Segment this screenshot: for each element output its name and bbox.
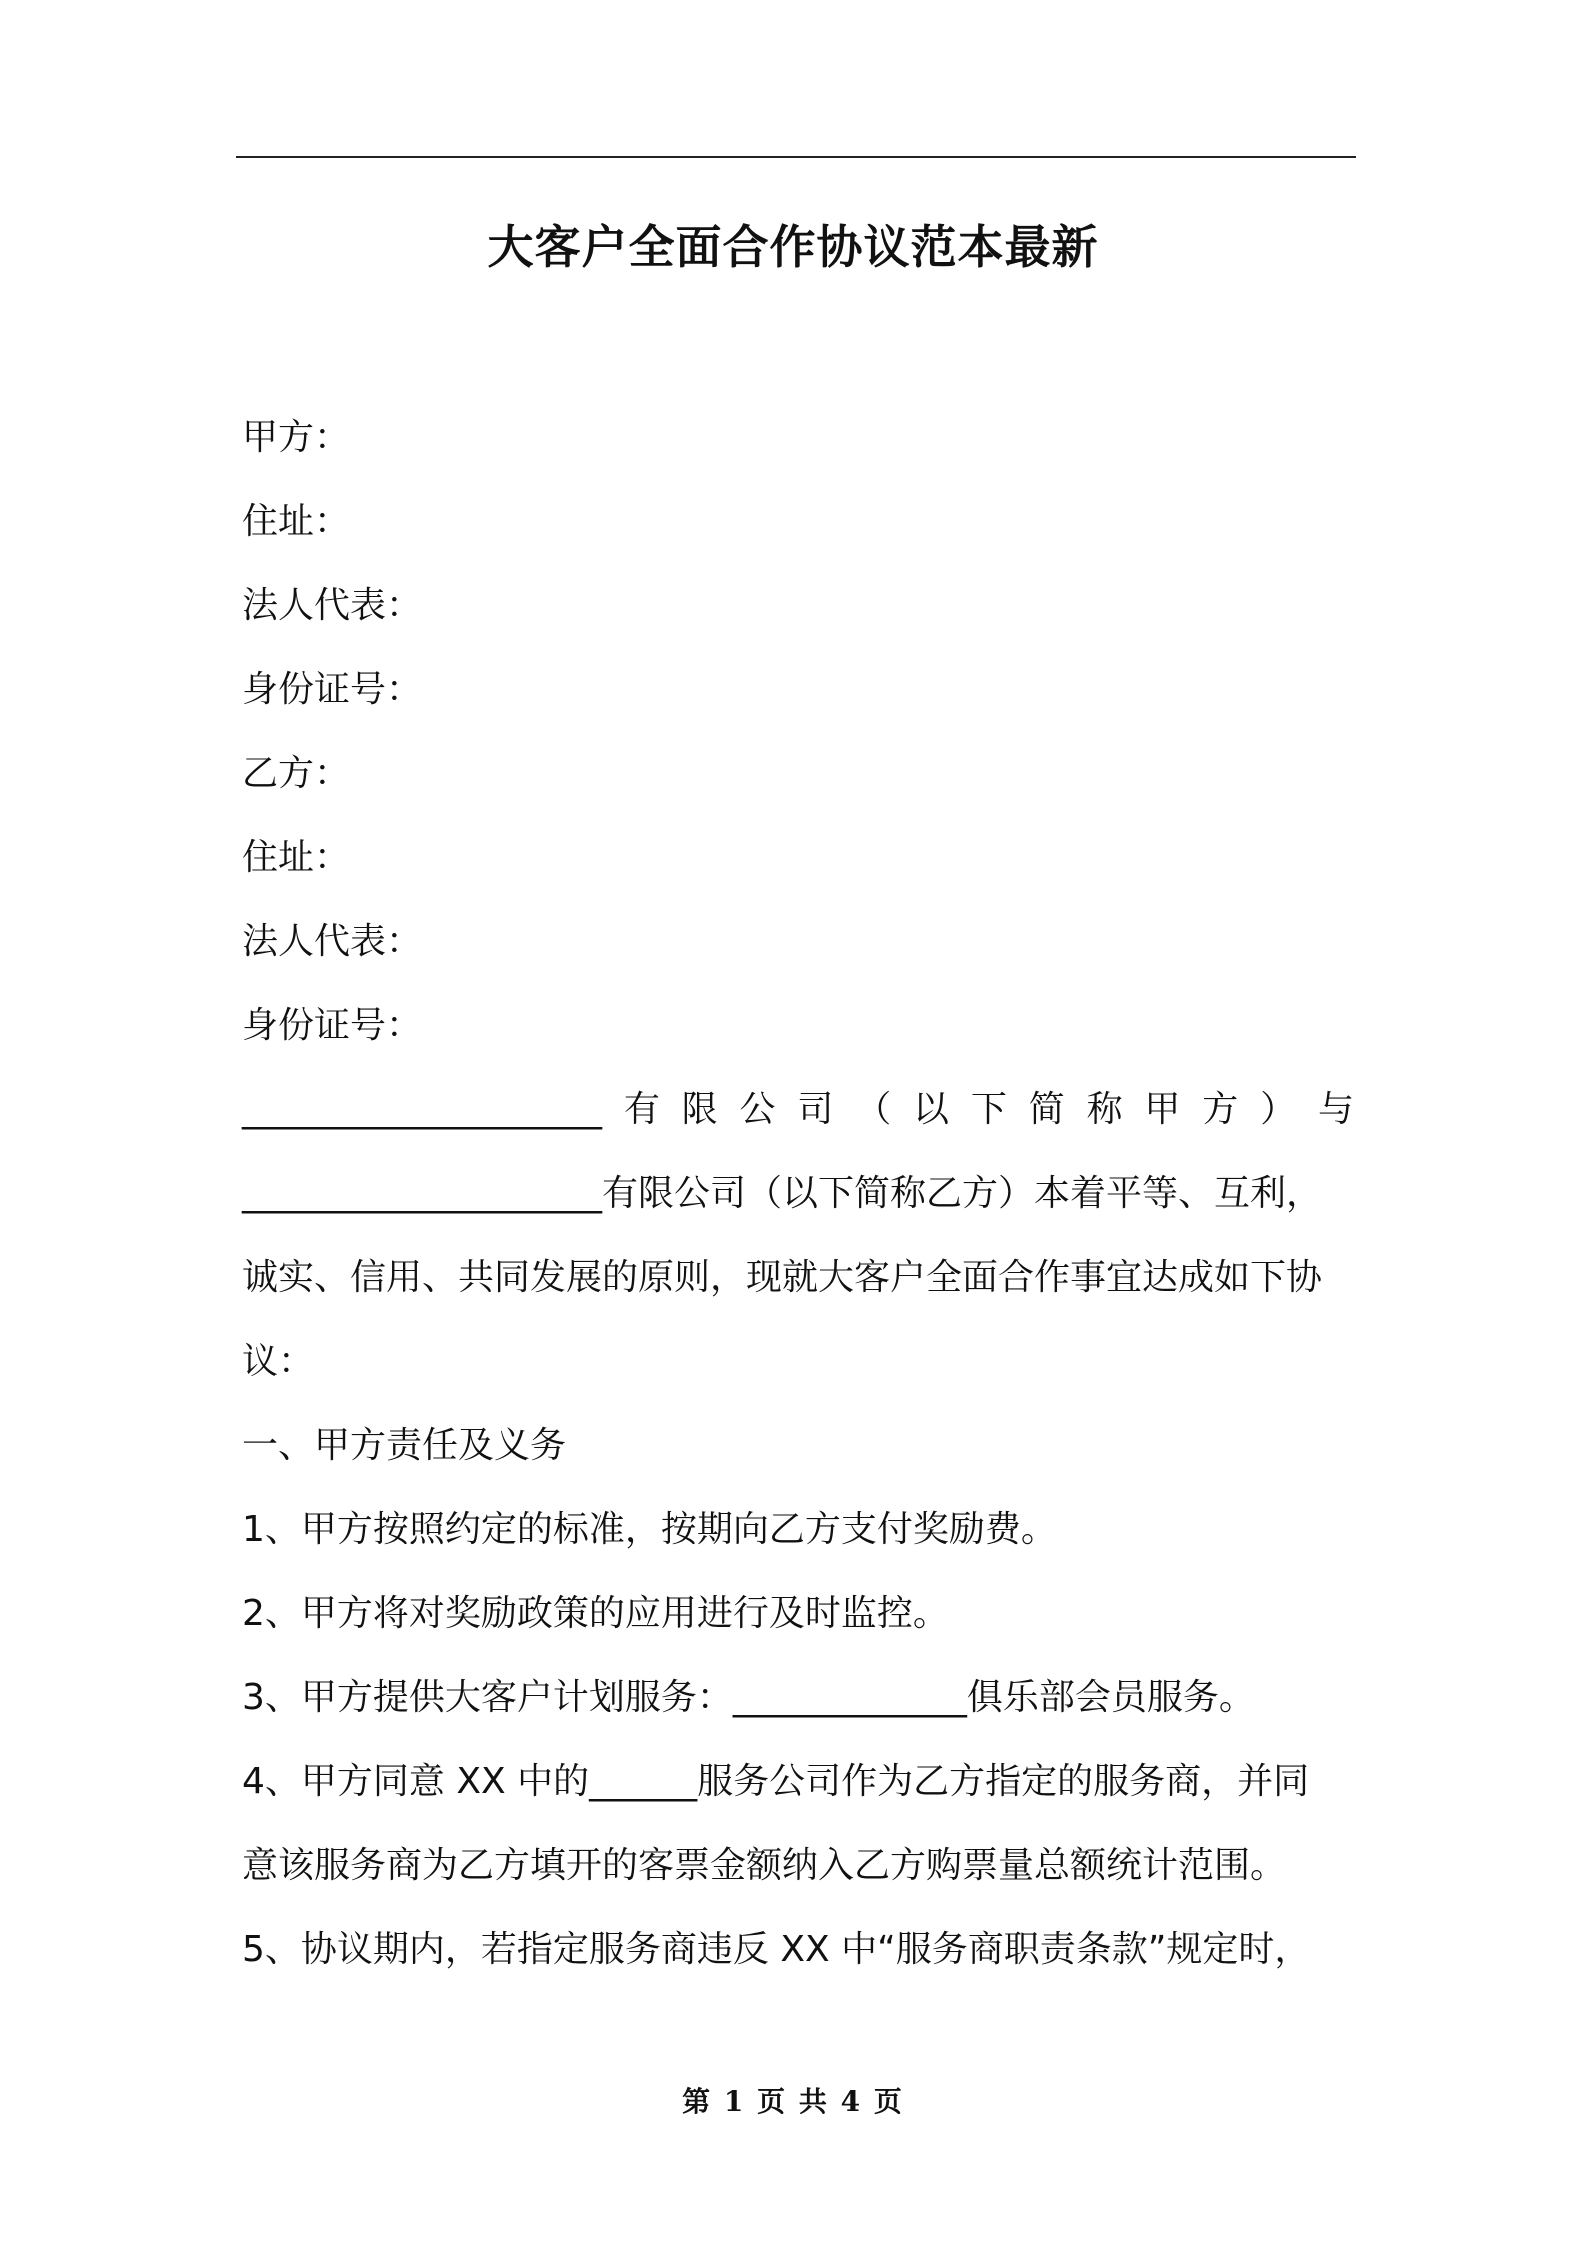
party-b-address-label: 住址： (242, 837, 351, 878)
intro-char: 与 (1317, 1089, 1354, 1130)
intro-line-2: ____________________有限公司（以下简称乙方）本着平等、互利， (242, 1173, 1323, 1214)
party-a-legal-rep-label: 法人代表： (242, 585, 423, 626)
intro-char: 公 (739, 1089, 776, 1130)
intro-char: 司 (797, 1089, 834, 1130)
party-a-label: 甲方： (242, 417, 351, 458)
intro-char: 以 (913, 1089, 950, 1130)
party-a-id-number-label: 身份证号： (242, 669, 423, 710)
party-b-legal-rep-label: 法人代表： (242, 921, 423, 962)
intro-line-4: 议： (242, 1341, 315, 1382)
section-heading-party-a-duties: 一、甲方责任及义务 (242, 1425, 567, 1466)
intro-char: 甲 (1144, 1089, 1181, 1130)
intro-line-3: 诚实、信用、共同发展的原则，现就大客户全面合作事宜达成如下协 (242, 1257, 1323, 1298)
intro-line-1 (242, 1082, 1354, 1138)
header-rule (236, 156, 1356, 158)
clause-2: 2、甲方将对奖励政策的应用进行及时监控。 (242, 1593, 949, 1634)
clause-3: 3、甲方提供大客户计划服务：_____________俱乐部会员服务。 (242, 1677, 1255, 1718)
intro-char: 称 (1086, 1089, 1123, 1130)
intro-char: 有 (623, 1089, 660, 1130)
intro-char: （ (855, 1089, 892, 1130)
clause-1: 1、甲方按照约定的标准，按期向乙方支付奖励费。 (242, 1509, 1057, 1550)
party-a-address-label: 住址： (242, 501, 351, 542)
clause-4-line-1: 4、甲方同意 XX 中的______服务公司作为乙方指定的服务商，并同 (242, 1761, 1310, 1802)
clause-4-line-2: 意该服务商为乙方填开的客票金额纳入乙方购票量总额统计范围。 (242, 1845, 1287, 1886)
intro-char: 简 (1028, 1089, 1065, 1130)
clause-5-line-1: 5、协议期内，若指定服务商违反 XX 中“服务商职责条款”规定时， (242, 1929, 1311, 1970)
intro-char: 限 (681, 1089, 718, 1130)
intro-char: 方 (1202, 1089, 1239, 1130)
party-b-id-number-label: 身份证号： (242, 1005, 423, 1046)
party-b-label: 乙方： (242, 753, 351, 794)
page-number-footer: 第 1 页 共 4 页 (682, 2085, 904, 2118)
intro-char: 下 (970, 1089, 1007, 1130)
company-blank-a: ____________________ (242, 1089, 602, 1130)
document-title: 大客户全面合作协议范本最新 (487, 220, 1099, 274)
intro-char: ） (1260, 1089, 1297, 1130)
